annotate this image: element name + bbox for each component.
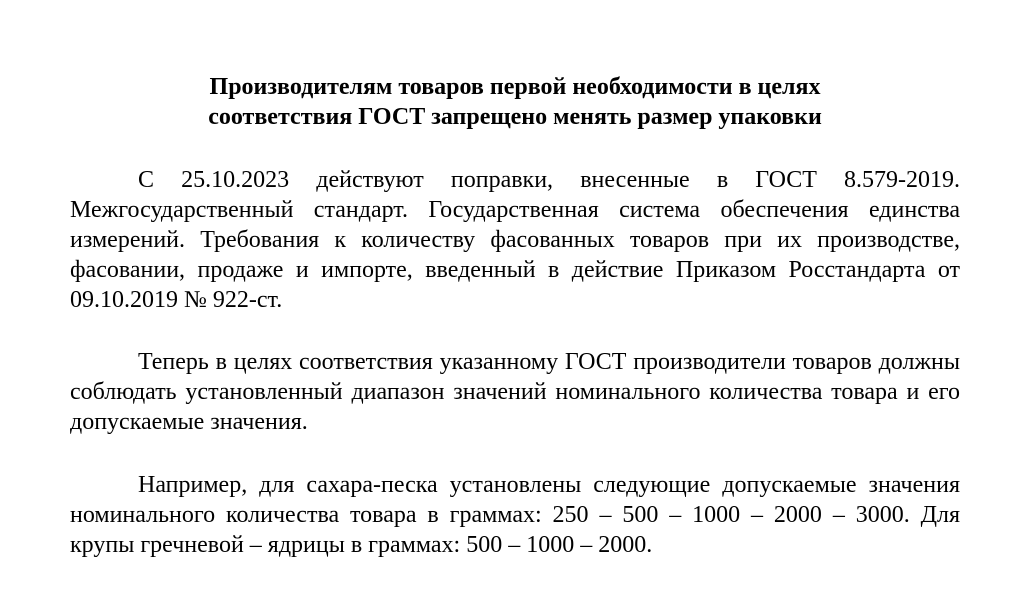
paragraph-examples: Например, для сахара-песка установлены следующие допускаемые значения номинального количества товара в граммах: 250 – 500 – 1000 – 2000 – 3000. Для крупы гречневой – ядрицы в граммах: 500 – 1000 – 2000. — [70, 472, 960, 558]
document-title — [70, 72, 960, 132]
paragraph-amendments: С 25.10.2023 действуют поправки, внесенные в ГОСТ 8.579-2019. Межгосударственный стандарт. Государственная система обеспечения единства измерений. Требования к количеству фасованных товаров при их производстве, фасовании, продаже и импорте, введенный в действие Приказом Росстандарта от 09.10.2019 № 922-ст. — [70, 167, 960, 313]
title-line-1: Производителям товаров первой необходимости в целях — [209, 74, 821, 100]
paragraph-requirements: Теперь в целях соответствия указанному ГОСТ производители товаров должны соблюдать установленный диапазон значений номинального количества товара и его допускаемые значения. — [70, 349, 960, 435]
title-line-2: соответствия ГОСТ запрещено менять размер упаковки — [208, 104, 822, 130]
